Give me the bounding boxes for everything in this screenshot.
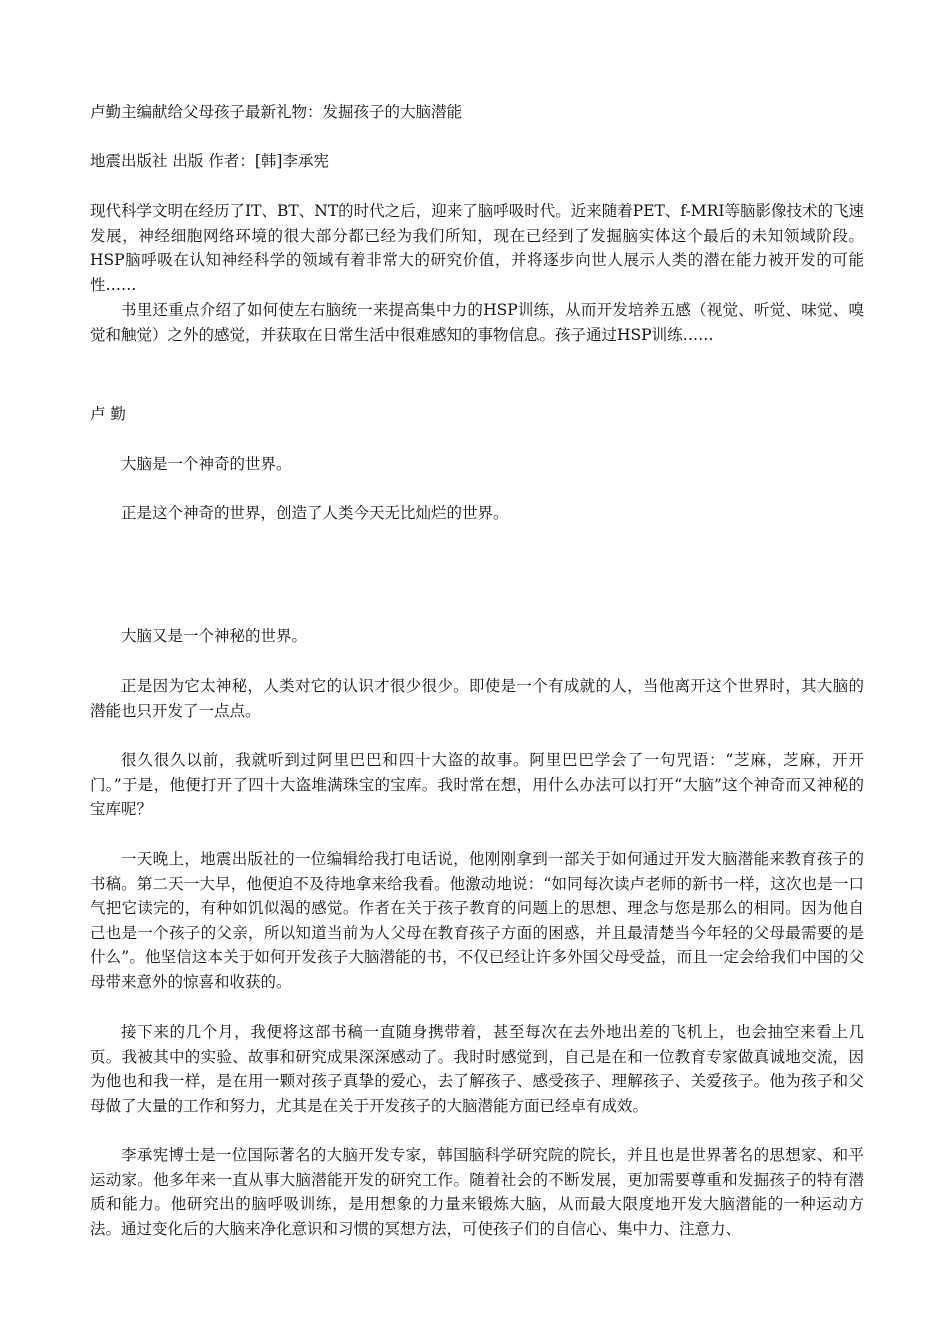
body-paragraph: 接下来的几个月，我便将这部书稿一直随身携带着，甚至每次在去外地出差的飞机上，也会抽空来看上几页。我被其中的实验、故事和研究成果深深感动了。我时时感觉到，自己是在和一位教育专家做真诚地交流，因为他也和我一样，是在用一颗对孩子真挚的爱心，去了解孩子、感受孩子、理解孩子、关爱孩子。他为孩子和父母做了大量的工作和努力，尤其是在关于开发孩子的大脑潜能方面已经卓有成效。	[90, 1023, 864, 1115]
body-paragraph: 正是这个神奇的世界，创造了人类今天无比灿烂的世界。	[121, 504, 509, 522]
body-paragraph: 一天晚上，地震出版社的一位编辑给我打电话说，他刚刚拿到一部关于如何通过开发大脑潜能来教育孩子的书稿。第二天一大早，他便迫不及待地拿来给我看。他激动地说：“如同每次读卢老师的新书一样，这次也是一口气把它读完的，有种如饥似渴的感觉。作者在关于孩子教育的问题上的思想、理念与您是那么的相同。因为他自己也是一个孩子的父亲，所以知道当前为人父母在教育孩子方面的困惑，并且最清楚当今年轻的父母最需要的是什么”。他坚信这本关于如何开发孩子大脑潜能的书，不仅已经让许多外国父母受益，而且一定会给我们中国的父母带来意外的惊喜和收获的。	[90, 850, 864, 991]
body-paragraph: 很久很久以前，我就听到过阿里巴巴和四十大盗的故事。阿里巴巴学会了一句咒语：“芝麻，芝麻，开开门。”于是，他便打开了四十大盗堆满珠宝的宝库。我时常在想，用什么办法可以打开“大脑”这个神奇而又神秘的宝库呢？	[90, 751, 864, 818]
intro-paragraph: 书里还重点介绍了如何使左右脑统一来提高集中力的HSP训练，从而开发培养五感（视觉、听觉、味觉、嗅觉和触觉）之外的感觉，并获取在日常生活中很难感知的事物信息。孩子通过HSP训练……	[90, 301, 864, 344]
intro-paragraph: 现代科学文明在经历了IT、BT、NT的时代之后，迎来了脑呼吸时代。近来随着PET、f-MRI等脑影像技术的飞速发展，神经细胞网络环境的很大部分都已经为我们所知，现在已经到了发掘脑实体这个最后的未知领域阶段。HSP脑呼吸在认知神经科学的领域有着非常大的研究价值，并将逐步向世人展示人类的潜在能力被开发的可能性……	[90, 202, 864, 294]
body-paragraph: 正是因为它太神秘，人类对它的认识才很少很少。即使是一个有成就的人，当他离开这个世界时，其大脑的潜能也只开发了一点点。	[90, 677, 864, 720]
body-paragraph: 大脑是一个神奇的世界。	[121, 455, 292, 473]
body-paragraph: 大脑又是一个神秘的世界。	[121, 627, 308, 645]
body-paragraph: 李承宪博士是一位国际著名的大脑开发专家，韩国脑科学研究院的院长，并且也是世界著名的思想家、和平运动家。他多年来一直从事大脑潜能开发的研究工作。随着社会的不断发展，更加需要尊重和发掘孩子的特有潜质和能力。他研究出的脑呼吸训练，是用想象的力量来锻炼大脑，从而最大限度地开发大脑潜能的一种运动方法。通过变化后的大脑来净化意识和习惯的冥想方法，可使孩子们的自信心、集中力、注意力、	[90, 1146, 864, 1238]
preface-author: 卢 勤	[90, 405, 126, 423]
publisher-line: 地震出版社 出版 作者：[韩]李承宪	[90, 152, 329, 170]
book-title: 卢勤主编献给父母孩子最新礼物：发掘孩子的大脑潜能	[90, 103, 463, 121]
